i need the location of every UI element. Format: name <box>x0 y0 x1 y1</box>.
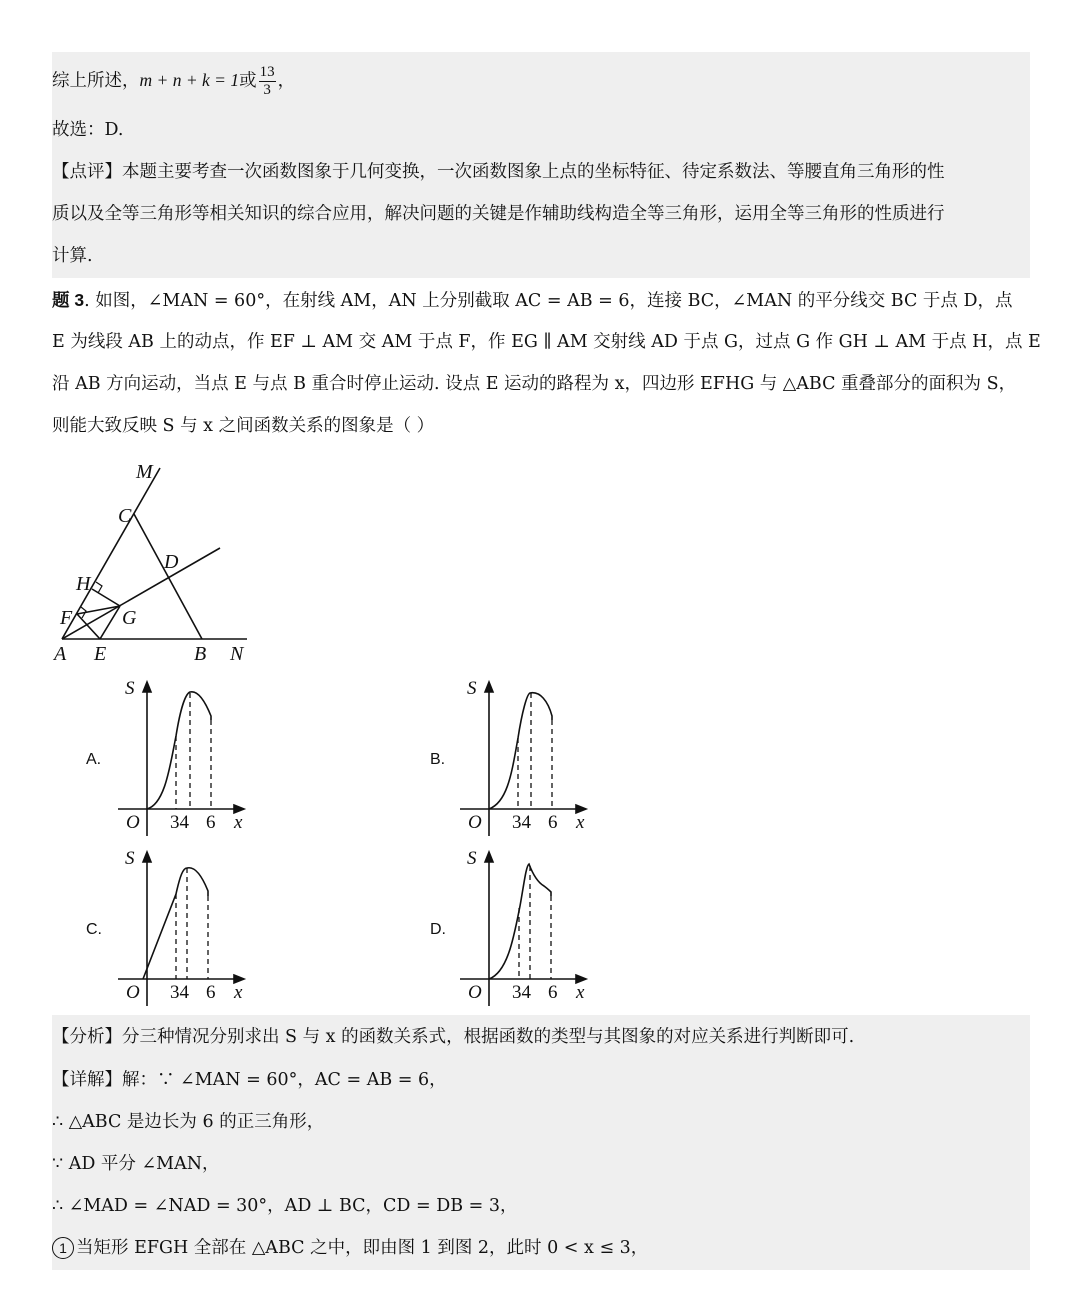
tick-34: 34 <box>170 812 189 833</box>
fraction-numerator: 13 <box>259 64 275 80</box>
summary-expr: m + n + k = 1 <box>139 70 240 90</box>
tick-6: 6 <box>206 982 216 1003</box>
y-arrow-icon <box>485 852 493 862</box>
label-h: H <box>76 573 91 595</box>
s-label: S <box>467 678 477 699</box>
question-number: 题 3 <box>52 290 85 310</box>
detail-line: 【详解】解：∵ ∠MAN = 60°，AC = AB = 6， <box>52 1070 447 1090</box>
origin-label: O <box>468 982 482 1003</box>
s-label: S <box>125 678 135 699</box>
ray-am <box>62 468 160 639</box>
s-label: S <box>467 848 477 869</box>
summary-fraction <box>259 64 276 99</box>
x-label: x <box>576 982 585 1003</box>
y-arrow-icon <box>143 682 151 692</box>
label-b: B <box>194 643 207 665</box>
summary-prefix: 综上所述， <box>52 71 140 91</box>
option-b-graph[interactable] <box>452 676 602 836</box>
label-e: E <box>94 643 107 665</box>
question-line-3: 沿 AB 方向运动，当点 E 与点 B 重合时停止运动. 设点 E 运动的路程为 x，四边形 EFHG 与 △ABC 重叠部分的面积为 S， <box>52 374 1017 394</box>
label-f: F <box>60 607 73 629</box>
segment-gh <box>92 589 120 606</box>
option-b-label[interactable]: B. <box>430 751 446 768</box>
curve <box>489 693 552 809</box>
label-a: A <box>54 643 67 665</box>
option-d-label[interactable]: D. <box>430 921 446 938</box>
tick-6: 6 <box>206 812 216 833</box>
curve <box>147 692 211 809</box>
circled-number-1: 1 <box>52 1237 74 1259</box>
label-n: N <box>230 643 244 665</box>
review-line-1: 【点评】本题主要考查一次函数图象于几何变换，一次函数图象上点的坐标特征、待定系数法、等腰直角三角形的性 <box>52 162 945 182</box>
geometry-figure <box>52 456 262 668</box>
y-arrow-icon <box>143 852 151 862</box>
question-text-1: . 如图，∠MAN = 60°，在射线 AM，AN 上分别截取 AC = AB = 6，连接 BC，∠MAN 的平分线交 BC 于点 D，点 <box>84 291 1013 311</box>
question-line-1 <box>52 288 1013 313</box>
origin-label: O <box>126 982 140 1003</box>
curve <box>489 864 551 979</box>
question-line-4: 则能大致反映 S 与 x 之间函数关系的图象是（ ） <box>52 416 435 436</box>
y-arrow-icon <box>485 682 493 692</box>
step-line-4 <box>52 1236 648 1260</box>
tick-34: 34 <box>512 982 531 1003</box>
review-line-2: 质以及全等三角形等相关知识的综合应用，解决问题的关键是作辅助线构造全等三角形，运用全等三角形的性质进行 <box>52 204 945 224</box>
step-line-1: ∴ △ABC 是边长为 6 的正三角形， <box>52 1112 325 1132</box>
review-line-3: 计算. <box>52 246 93 266</box>
label-d: D <box>164 551 179 573</box>
s-label: S <box>125 848 135 869</box>
tick-34: 34 <box>170 982 189 1003</box>
x-label: x <box>234 812 243 833</box>
analysis-line: 【分析】分三种情况分别求出 S 与 x 的函数关系式，根据函数的类型与其图象的对应关系进行判断即可. <box>52 1027 855 1047</box>
answer-line: 故选：D. <box>52 120 124 140</box>
option-c-graph[interactable] <box>110 846 260 1006</box>
question-line-2: E 为线段 AB 上的动点，作 EF ⊥ AM 交 AM 于点 F，作 EG ∥ AM 交射线 AD 于点 G，过点 G 作 GH ⊥ AM 于点 H，点 E <box>52 332 1041 352</box>
fraction-denominator: 3 <box>263 82 271 98</box>
segment-bc <box>134 514 202 639</box>
option-c-label[interactable]: C. <box>86 921 102 938</box>
x-label: x <box>576 812 585 833</box>
label-g: G <box>122 607 137 629</box>
step-4-text: 当矩形 EFGH 全部在 △ABC 之中，即由图 1 到图 2，此时 0 < x ≤ 3， <box>76 1238 649 1258</box>
tick-6: 6 <box>548 812 558 833</box>
summary-line <box>52 64 295 99</box>
option-a-label[interactable]: A. <box>86 751 102 768</box>
step-line-2: ∵ AD 平分 ∠MAN， <box>52 1154 220 1174</box>
x-label: x <box>234 982 243 1003</box>
origin-label: O <box>126 812 140 833</box>
segment-ef <box>77 614 100 639</box>
step-line-3: ∴ ∠MAD = ∠NAD = 30°，AD ⊥ BC，CD = DB = 3， <box>52 1196 518 1216</box>
solution-block-bottom <box>52 1015 1030 1270</box>
summary-or: 或 <box>239 71 257 91</box>
label-c: C <box>118 505 132 527</box>
tick-34: 34 <box>512 812 531 833</box>
option-d-graph[interactable] <box>452 846 602 1006</box>
option-a-graph[interactable] <box>110 676 260 836</box>
origin-label: O <box>468 812 482 833</box>
label-m: M <box>136 461 153 483</box>
summary-suffix: ， <box>277 71 296 91</box>
tick-6: 6 <box>548 982 558 1003</box>
